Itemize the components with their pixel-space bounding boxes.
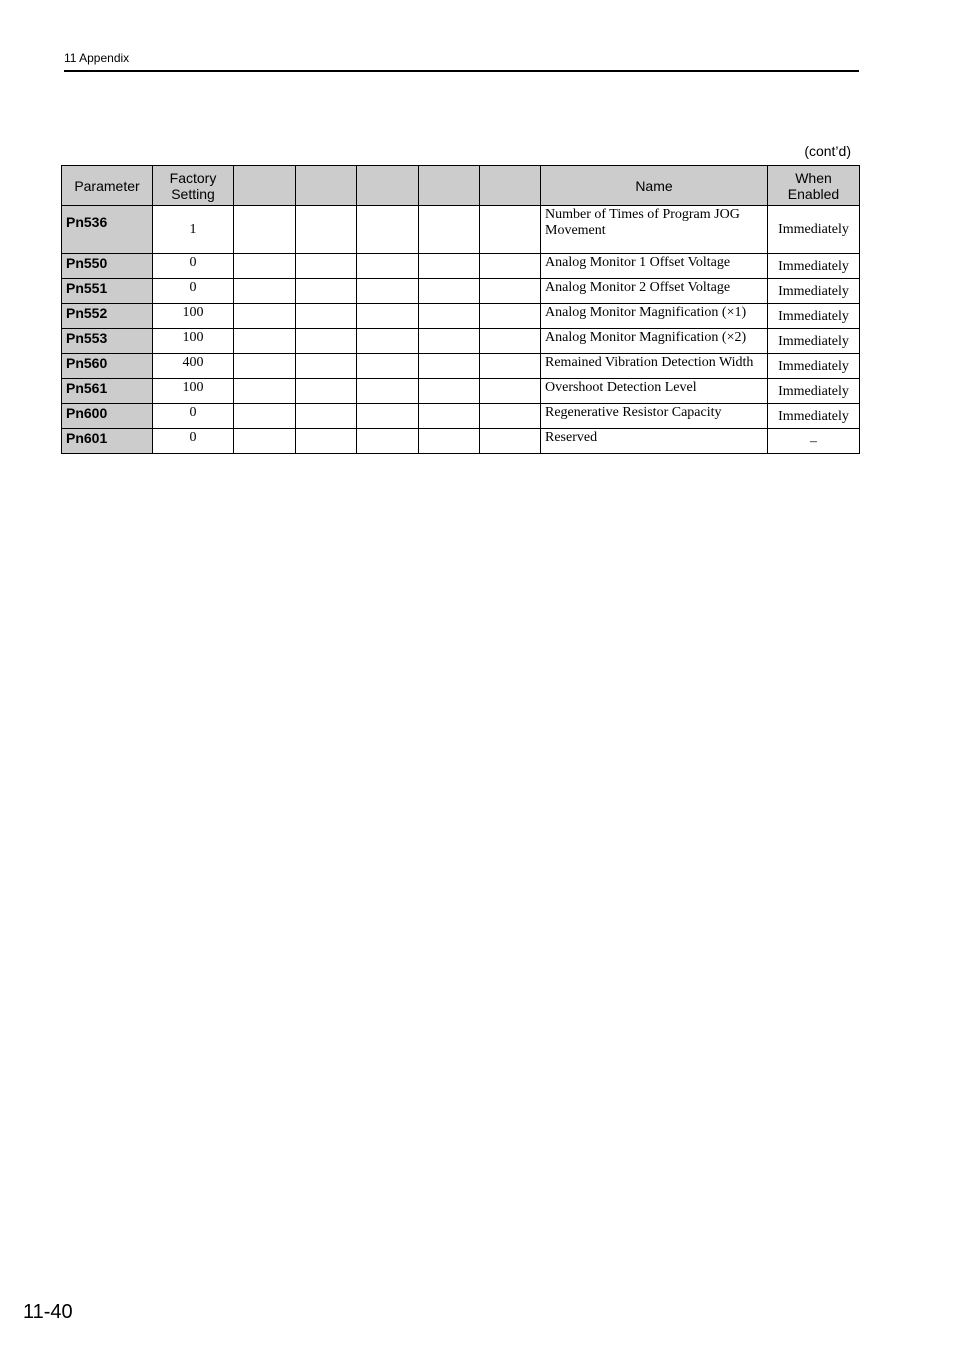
parameter-cell: Pn550 — [62, 254, 153, 279]
blank-cell — [357, 254, 419, 279]
table-row — [62, 429, 860, 454]
header-blank-5 — [480, 166, 541, 206]
parameter-cell: Pn560 — [62, 354, 153, 379]
factory-setting-cell: 0 — [153, 429, 234, 454]
blank-cell — [357, 429, 419, 454]
blank-cell — [357, 379, 419, 404]
blank-cell — [234, 304, 296, 329]
factory-setting-cell: 1 — [153, 206, 234, 254]
table-row — [62, 404, 860, 429]
when-enabled-cell: Immediately — [768, 304, 860, 329]
when-enabled-cell: Immediately — [768, 379, 860, 404]
when-enabled-cell: Immediately — [768, 254, 860, 279]
when-enabled-cell: Immediately — [768, 206, 860, 254]
name-cell: Analog Monitor 1 Offset Voltage — [541, 254, 768, 279]
table-row — [62, 329, 860, 354]
blank-cell — [357, 206, 419, 254]
blank-cell — [296, 206, 357, 254]
blank-cell — [357, 354, 419, 379]
blank-cell — [357, 279, 419, 304]
factory-setting-cell: 400 — [153, 354, 234, 379]
factory-setting-cell: 100 — [153, 304, 234, 329]
header-blank-3 — [357, 166, 419, 206]
blank-cell — [419, 379, 480, 404]
blank-cell — [296, 254, 357, 279]
parameter-cell: Pn600 — [62, 404, 153, 429]
blank-cell — [234, 279, 296, 304]
header-blank-2 — [296, 166, 357, 206]
blank-cell — [480, 254, 541, 279]
blank-cell — [296, 404, 357, 429]
when-enabled-cell: Immediately — [768, 354, 860, 379]
blank-cell — [296, 304, 357, 329]
blank-cell — [419, 354, 480, 379]
header-when-enabled: When Enabled — [768, 166, 860, 206]
blank-cell — [357, 404, 419, 429]
blank-cell — [234, 354, 296, 379]
blank-cell — [419, 304, 480, 329]
blank-cell — [296, 429, 357, 454]
name-cell: Analog Monitor 2 Offset Voltage — [541, 279, 768, 304]
factory-setting-cell: 0 — [153, 254, 234, 279]
blank-cell — [234, 206, 296, 254]
blank-cell — [480, 379, 541, 404]
header-blank-1 — [234, 166, 296, 206]
blank-cell — [234, 329, 296, 354]
factory-setting-cell: 100 — [153, 329, 234, 354]
blank-cell — [234, 429, 296, 454]
header-blank-4 — [419, 166, 480, 206]
blank-cell — [296, 354, 357, 379]
table-row — [62, 379, 860, 404]
table-row — [62, 304, 860, 329]
parameter-cell: Pn601 — [62, 429, 153, 454]
factory-setting-cell: 0 — [153, 404, 234, 429]
header-factory-setting: Factory Setting — [153, 166, 234, 206]
blank-cell — [234, 404, 296, 429]
name-cell: Analog Monitor Magnification (×1) — [541, 304, 768, 329]
blank-cell — [419, 279, 480, 304]
continued-label: (cont’d) — [804, 143, 851, 159]
name-cell: Analog Monitor Magnification (×2) — [541, 329, 768, 354]
blank-cell — [296, 379, 357, 404]
blank-cell — [480, 404, 541, 429]
name-cell: Reserved — [541, 429, 768, 454]
table-row — [62, 206, 860, 254]
blank-cell — [357, 304, 419, 329]
parameter-cell: Pn553 — [62, 329, 153, 354]
parameter-cell: Pn552 — [62, 304, 153, 329]
blank-cell — [296, 279, 357, 304]
table-row — [62, 354, 860, 379]
name-cell: Overshoot Detection Level — [541, 379, 768, 404]
when-enabled-cell: – — [768, 429, 860, 454]
blank-cell — [357, 329, 419, 354]
when-enabled-cell: Immediately — [768, 279, 860, 304]
name-cell: Regenerative Resistor Capacity — [541, 404, 768, 429]
blank-cell — [419, 329, 480, 354]
parameter-cell: Pn551 — [62, 279, 153, 304]
blank-cell — [419, 254, 480, 279]
header-parameter: Parameter — [62, 166, 153, 206]
header-rule — [64, 70, 859, 72]
blank-cell — [480, 329, 541, 354]
blank-cell — [480, 206, 541, 254]
blank-cell — [419, 429, 480, 454]
table-header-row — [62, 166, 860, 206]
name-cell: Number of Times of Program JOG Movement — [541, 206, 768, 254]
parameter-cell: Pn536 — [62, 206, 153, 254]
blank-cell — [419, 404, 480, 429]
blank-cell — [480, 279, 541, 304]
page-number: 11-40 — [23, 1301, 73, 1323]
factory-setting-cell: 100 — [153, 379, 234, 404]
running-header: 11 Appendix — [64, 51, 130, 65]
blank-cell — [480, 304, 541, 329]
header-name: Name — [541, 166, 768, 206]
parameter-cell: Pn561 — [62, 379, 153, 404]
table-row — [62, 279, 860, 304]
name-cell: Remained Vibration Detection Width — [541, 354, 768, 379]
factory-setting-cell: 0 — [153, 279, 234, 304]
parameter-table — [61, 165, 860, 454]
when-enabled-cell: Immediately — [768, 329, 860, 354]
blank-cell — [296, 329, 357, 354]
blank-cell — [480, 429, 541, 454]
blank-cell — [419, 206, 480, 254]
table-row — [62, 254, 860, 279]
when-enabled-cell: Immediately — [768, 404, 860, 429]
blank-cell — [234, 379, 296, 404]
blank-cell — [480, 354, 541, 379]
blank-cell — [234, 254, 296, 279]
